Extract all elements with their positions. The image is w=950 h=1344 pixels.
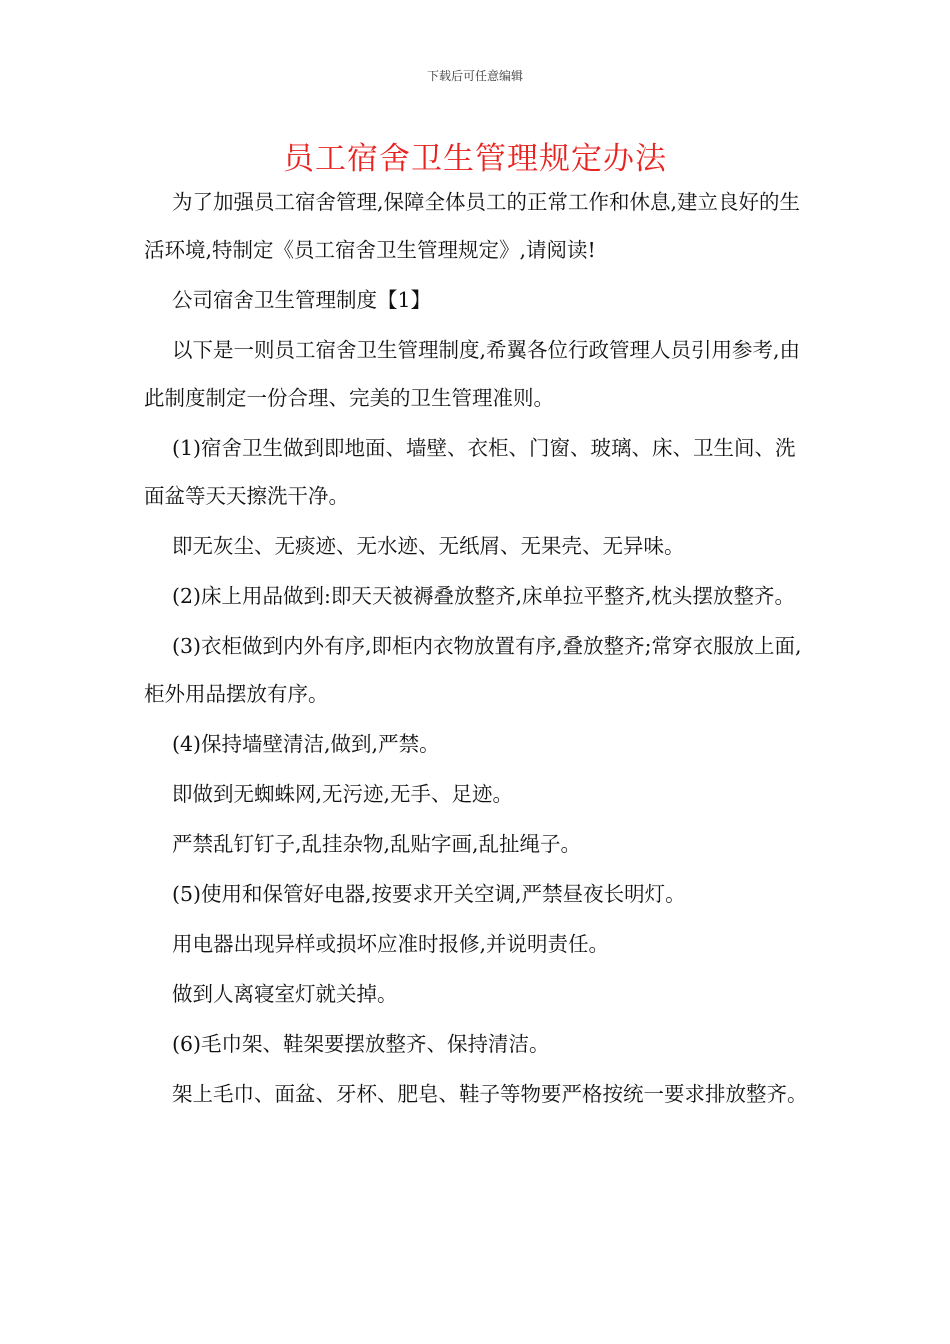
paragraph: 架上毛巾、面盆、牙杯、肥皂、鞋子等物要严格按统一要求排放整齐。: [172, 1082, 808, 1106]
document-body: [144, 178, 814, 1120]
paragraph-intro: 为了加强员工宿舍管理,保障全体员工的正常工作和休息,建立良好的生活环境,特制定《员工宿舍卫生管理规定》,请阅读!: [144, 190, 801, 262]
paragraph: (3)衣柜做到内外有序,即柜内衣物放置有序,叠放整齐;常穿衣服放上面,柜外用品摆放有序。: [144, 634, 802, 706]
paragraph: 用电器出现异样或损坏应准时报修,并说明责任。: [172, 932, 610, 956]
paragraph: 即做到无蜘蛛网,无污迹,无手、足迹。: [172, 782, 514, 806]
paragraph: (1)宿舍卫生做到即地面、墙壁、衣柜、门窗、玻璃、床、卫生间、洗面盆等天天擦洗干净。: [144, 436, 796, 508]
paragraph-section-heading: 公司宿舍卫生管理制度【1】: [172, 288, 432, 312]
paragraph: 做到人离寝室灯就关掉。: [172, 982, 398, 1006]
paragraph: (5)使用和保管好电器,按要求开关空调,严禁昼夜长明灯。: [172, 882, 686, 906]
paragraph: 即无灰尘、无痰迹、无水迹、无纸屑、无果壳、无异味。: [172, 534, 685, 558]
page-header-note: 下载后可任意编辑: [426, 69, 523, 83]
paragraph: (2)床上用品做到:即天天被褥叠放整齐,床单拉平整齐,枕头摆放整齐。: [172, 584, 795, 608]
paragraph: (4)保持墙壁清洁,做到,严禁。: [172, 732, 440, 756]
paragraph: (6)毛巾架、鞋架要摆放整齐、保持清洁。: [172, 1032, 550, 1056]
document-title: 员工宿舍卫生管理规定办法: [283, 141, 667, 177]
paragraph: 严禁乱钉钉子,乱挂杂物,乱贴字画,乱扯绳子。: [172, 832, 582, 856]
paragraph: 以下是一则员工宿舍卫生管理制度,希翼各位行政管理人员引用参考,由此制度制定一份合理、完美的卫生管理准则。: [144, 338, 801, 410]
